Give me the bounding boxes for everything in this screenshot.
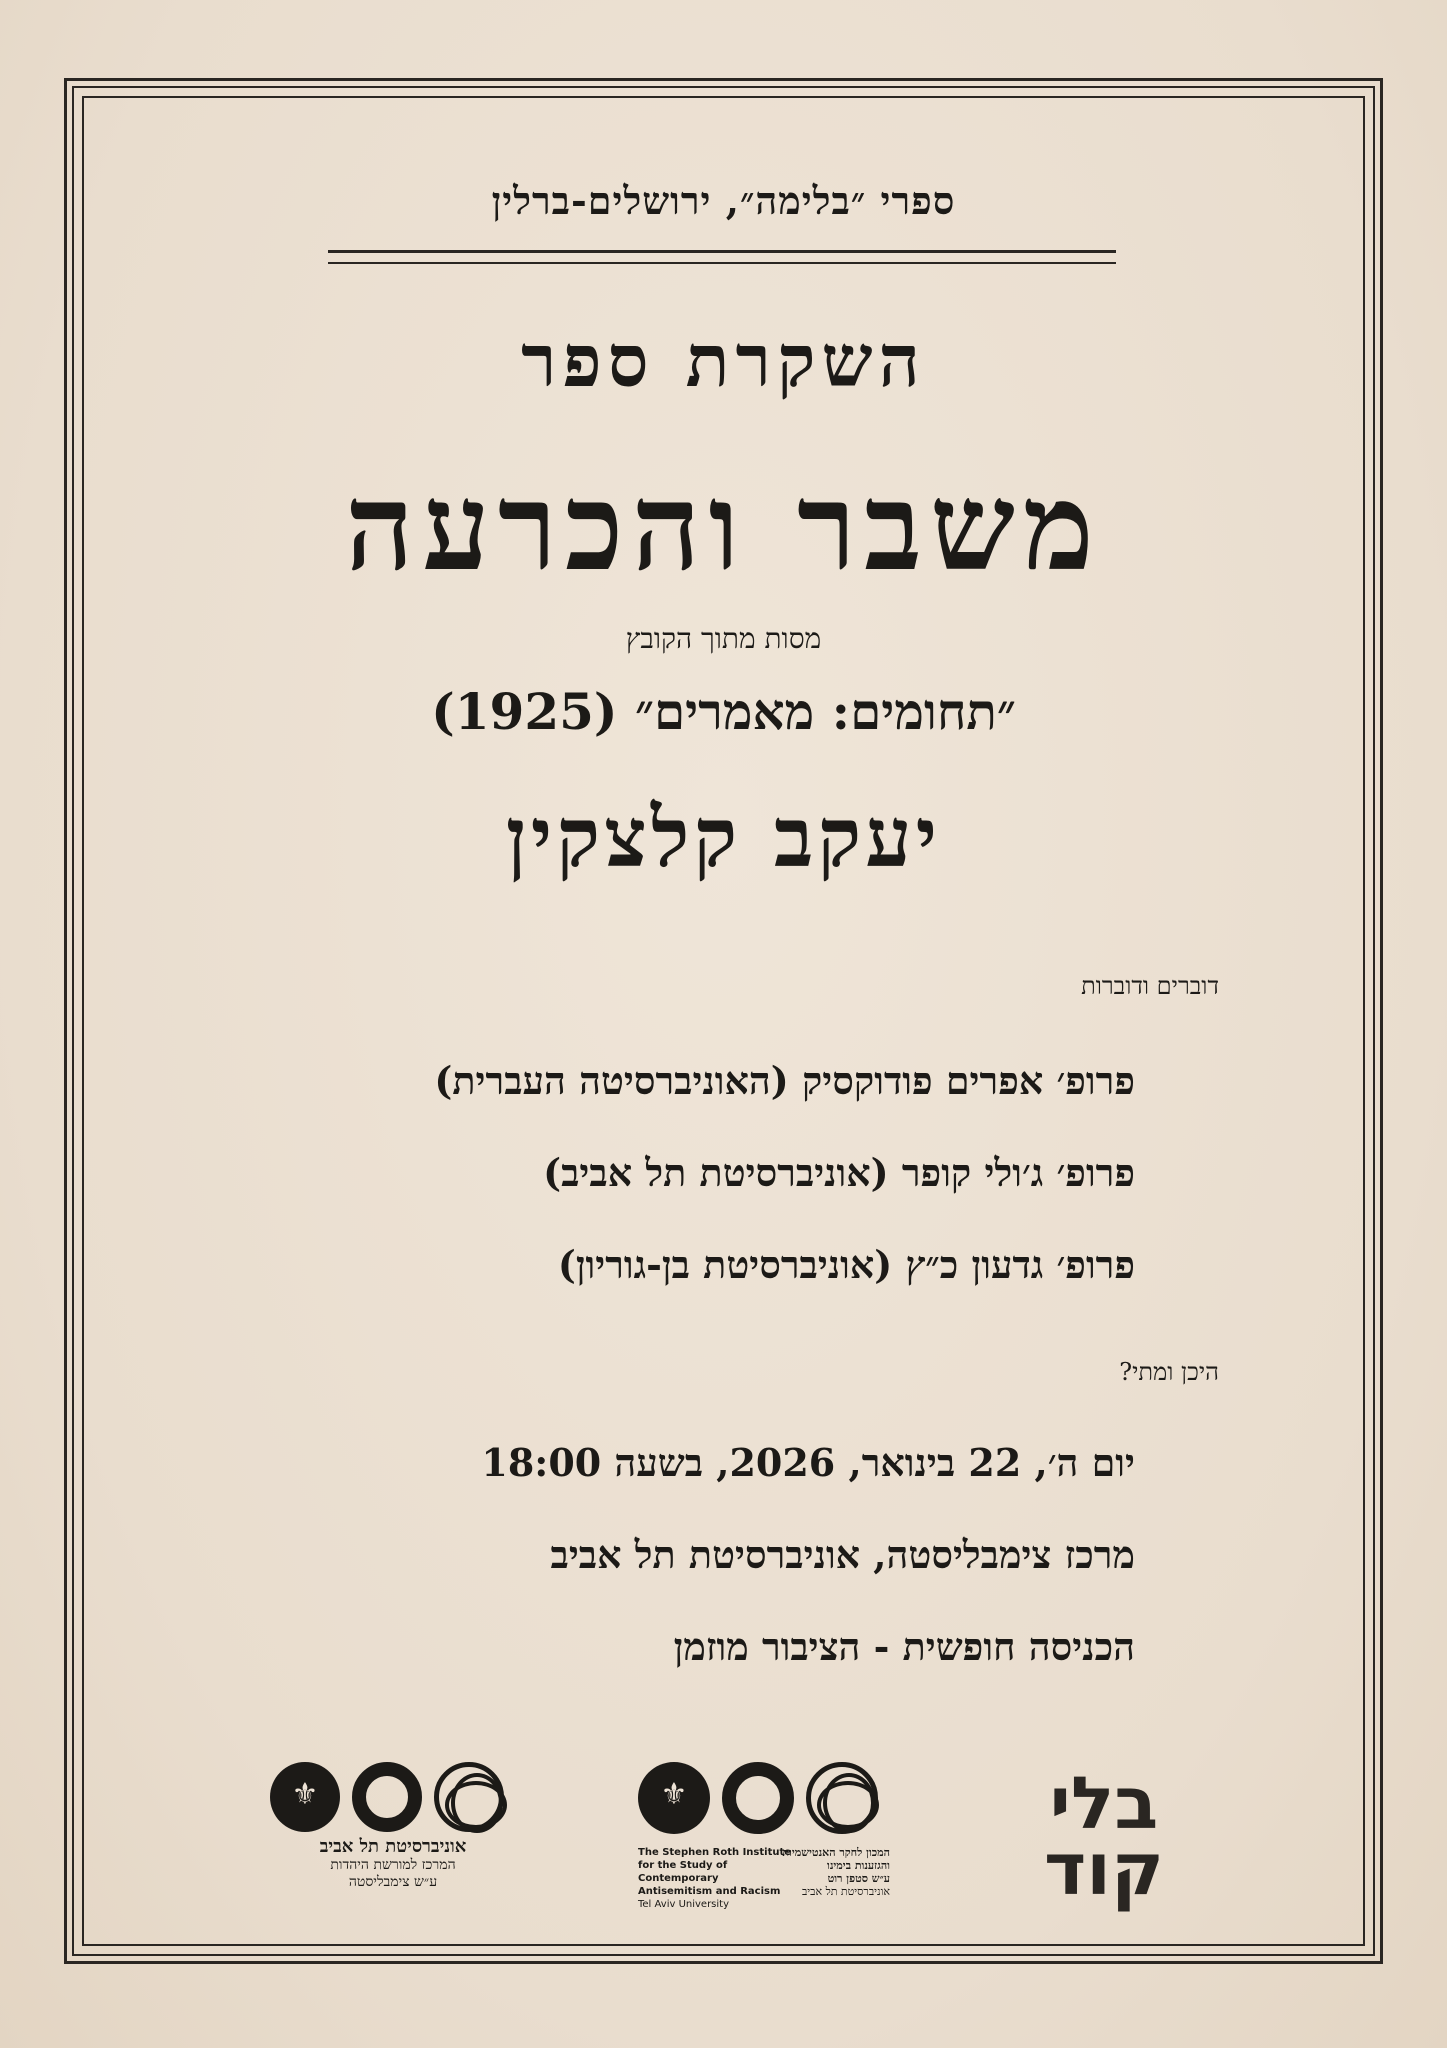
- event-type-heading: השקרת ספר: [521, 318, 926, 403]
- book-title: משבר והכרעה: [345, 457, 1102, 598]
- roth-he-line: ע״ש סטפן רוט: [827, 1872, 890, 1885]
- roth-en-line: Antisemitism and Racism: [638, 1886, 781, 1897]
- publisher-mark-bottom: קוד: [1043, 1827, 1165, 1911]
- tau-center-caption: [268, 1836, 518, 1891]
- ring-icon: [352, 1762, 422, 1832]
- roth-en-line: The Stephen Roth Institute: [638, 1847, 792, 1858]
- tau-emblem-icon: ⚜: [638, 1762, 710, 1834]
- ring-icon: [722, 1762, 794, 1834]
- where-when-label: היכן ומתי?: [1119, 1358, 1219, 1386]
- roth-en-line: for the Study of Contemporary: [638, 1860, 728, 1884]
- divider-rule: [328, 250, 1116, 253]
- event-location: מרכז צימבליסטה, אוניברסיטת תל אביב: [550, 1532, 1135, 1577]
- roth-he-line: המכון לחקר האנטישמיות: [782, 1846, 890, 1859]
- author-name: יעקב קלצקין: [505, 790, 942, 886]
- speaker-item: פרופ׳ אפרים פודוקסיק (האוניברסיטה העברית): [434, 1058, 1135, 1103]
- woven-circle-icon: [806, 1762, 878, 1834]
- tau-center-caption-line2: המרכז למורשת היהדות: [330, 1857, 456, 1873]
- roth-institute-hebrew-caption: [770, 1846, 890, 1898]
- woven-circle-icon: [434, 1762, 504, 1832]
- event-date-time: יום ה׳, 22 בינואר, 2026, בשעה 18:00: [481, 1440, 1135, 1485]
- tau-emblem-icon: ⚜: [270, 1762, 340, 1832]
- roth-he-line: אוניברסיטת תל אביב: [801, 1885, 890, 1898]
- tau-center-caption-line1: אוניברסיטת תל אביב: [319, 1836, 467, 1857]
- divider-rule: [328, 262, 1116, 264]
- event-admission: הכניסה חופשית - הציבור מוזמן: [673, 1624, 1135, 1669]
- publisher-mark-logo: [1034, 1761, 1174, 1911]
- speaker-item: פרופ׳ ג׳ולי קופר (אוניברסיטת תל אביב): [543, 1150, 1135, 1195]
- book-subtitle: מסות מתוך הקובץ: [625, 622, 822, 655]
- tau-center-caption-line3: ע״ש צימבליסטה: [348, 1874, 438, 1890]
- roth-en-line: Tel Aviv University: [638, 1899, 730, 1910]
- collection-title: ״תחומים: מאמרים״ (1925): [431, 682, 1016, 741]
- publisher-line: ספרי ״בלימה״, ירושלים-ברלין: [491, 178, 956, 223]
- publisher-mark-top: בלי: [1049, 1761, 1159, 1845]
- roth-he-line: והגזענות בימינו: [827, 1859, 890, 1872]
- speakers-label: דוברים ודוברות: [1081, 972, 1219, 1000]
- speaker-item: פרופ׳ גדעון כ״ץ (אוניברסיטת בן-גוריון): [557, 1242, 1135, 1287]
